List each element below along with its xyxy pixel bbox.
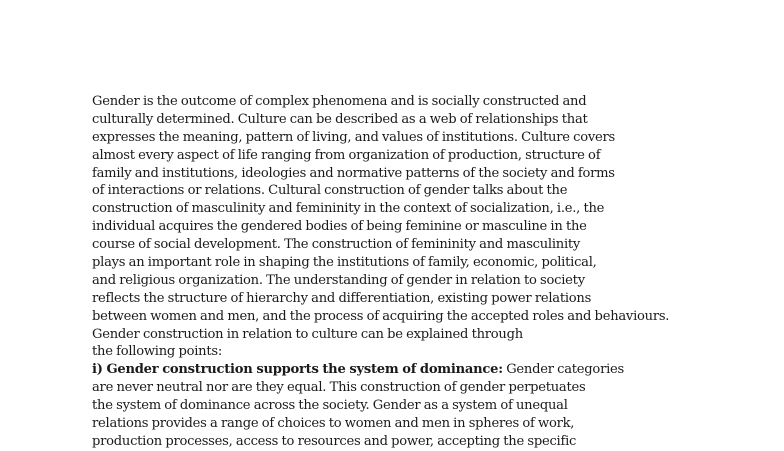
- text-line: plays an important role in shaping the institutions of family, economic, political,: [92, 255, 597, 271]
- text-line: are never neutral nor are they equal. This construction of gender perpetuates: [92, 380, 586, 396]
- text-line: construction of masculinity and femininity in the context of socialization, i.e., the: [92, 201, 605, 217]
- text-line: between women and men, and the process of acquiring the accepted roles and behaviours.: [92, 308, 670, 324]
- point-heading-rest: Gender categories: [502, 362, 624, 378]
- text-line: family and institutions, ideologies and normative patterns of the society and forms: [92, 165, 615, 181]
- text-line: and religious organization. The understanding of gender in relation to society: [92, 272, 585, 288]
- text-line: almost every aspect of life ranging from organization of production, structure of: [92, 147, 601, 163]
- text-line: individual acquires the gendered bodies of being feminine or masculine in the: [92, 219, 587, 235]
- text-line: course of social development. The construction of femininity and masculinity: [92, 237, 581, 253]
- text-line: Gender construction in relation to culture can be explained through: [92, 326, 523, 342]
- body-text: [92, 93, 772, 451]
- text-line: reflects the structure of hierarchy and differentiation, existing power relations: [92, 290, 592, 306]
- text-line: of interactions or relations. Cultural construction of gender talks about the: [92, 183, 568, 199]
- text-line: production processes, access to resources and power, accepting the specific: [92, 433, 577, 449]
- text-line: culturally determined. Culture can be described as a web of relationships that: [92, 111, 588, 127]
- point-heading: i) Gender construction supports the system of dominance:: [92, 362, 503, 378]
- point-heading-line: [92, 361, 772, 379]
- text-line: the system of dominance across the society. Gender as a system of unequal: [92, 398, 568, 414]
- text-line: the following points:: [92, 344, 222, 360]
- text-line: relations provides a range of choices to women and men in spheres of work,: [92, 416, 575, 432]
- text-line: expresses the meaning, pattern of living, and values of institutions. Culture covers: [92, 129, 616, 145]
- text-line: Gender is the outcome of complex phenomena and is socially constructed and: [92, 94, 587, 109]
